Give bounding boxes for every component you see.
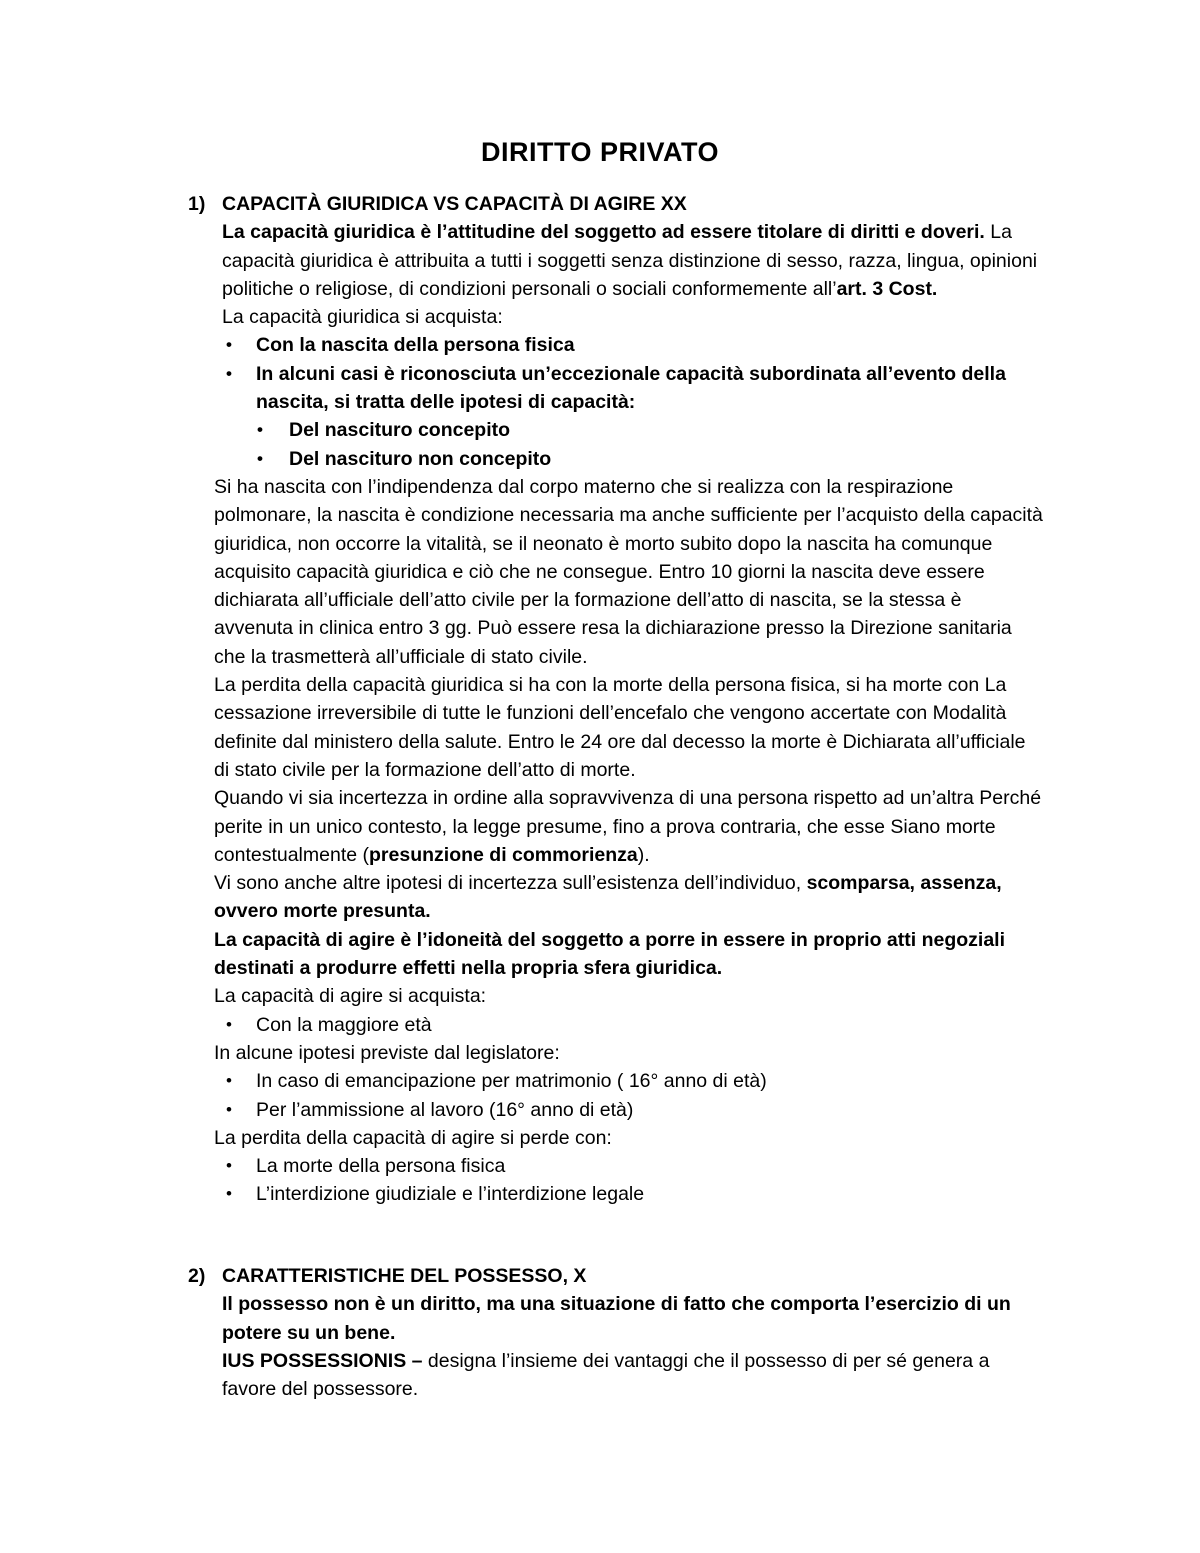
list-item: • Del nascituro concepito <box>0 416 989 444</box>
perdita-intro: La perdita della capacità di agire si perde con: <box>214 1126 612 1149</box>
section-number: 2) <box>188 1265 206 1287</box>
agire-definition: La capacità di agire è l’idoneità del soggetto a porre in essere in proprio atti negoziali destinati a produrre effetti nella propria sfera giuridica. <box>214 928 1006 980</box>
section-capacita <box>0 190 1200 1209</box>
commorienza-close: ). <box>637 843 650 866</box>
commorienza-term: presunzione di commorienza <box>369 843 638 866</box>
list-item: • Del nascituro non concepito <box>0 445 989 473</box>
section-heading <box>0 1262 1200 1290</box>
list-item: • L’interdizione giudiziale e l’interdizione legale <box>0 1180 1016 1208</box>
agire-intro: La capacità di agire si acquista: <box>214 985 487 1008</box>
ius-paragraph <box>0 1347 1042 1404</box>
acquire-intro: La capacità giuridica si acquista: <box>222 306 503 329</box>
ipotesi-intro: In alcune ipotesi previste dal legislatore: <box>214 1041 560 1064</box>
page-title: DIRITTO PRIVATO <box>480 137 719 167</box>
possesso-definition: Il possesso non è un diritto, ma una situazione di fatto che comporta l’esercizio di un potere su un bene. <box>222 1293 1011 1344</box>
list-item: • In alcuni casi è riconosciuta un’eccezionale capacità subordinata all’evento della nascita, si tratta delle ipotesi di capacità: <box>0 360 1016 417</box>
loss-paragraph: La perdita della capacità giuridica si ha con la morte della persona fisica, si ha morte con La cessazione irreversibile di tutte le funzioni dell’encefalo che vengono accertate con Modalità definite dal ministero della salute. Entro le 24 ore dal decesso la morte è Dichiarata all’ufficiale di stato civile per la formazione dell’atto di morte. <box>214 674 1026 781</box>
nascituro-sublist <box>0 416 1200 473</box>
list-item: • Con la nascita della persona fisica <box>0 331 1016 359</box>
list-item: • Con la maggiore età <box>0 1011 1016 1039</box>
definition-text: La capacità giuridica è attribuita a tutti i soggetti senza distinzione di sesso, razza, lingua, opinioni politiche o religiose, di condizioni personali o sociali conformemente all’ <box>222 221 1038 300</box>
uncertainty-paragraph <box>0 869 1044 926</box>
agire-list <box>0 1011 1200 1039</box>
uncertainty-terms: scomparsa, assenza, ovvero morte presunta. <box>214 872 1002 923</box>
definition-bold: La capacità giuridica è l’attitudine del soggetto ad essere titolare di diritti e doveri. <box>222 221 985 244</box>
list-item: • In caso di emancipazione per matrimonio ( 16° anno di età) <box>0 1067 1016 1095</box>
birth-paragraph: Si ha nascita con l’indipendenza dal corpo materno che si realizza con la respirazione polmonare, la nascita è condizione necessaria ma anche sufficiente per l’acquisto della capacità giuridica, non occorre la vitalità, se il neonato è morto subito dopo la nascita ha comunque acquisito capacità giuridica e ciò che ne consegue. Entro 10 giorni la nascita deve essere dichiarata all’ufficiale dell’atto civile per la formazione dell’atto di nascita, se la stessa è avvenuta in clinica entro 3 gg. Può essere resa la dichiarazione presso la Direzione sanitaria che la trasmetterà all’ufficiale di stato civile. <box>214 475 1043 668</box>
acquire-list <box>0 331 1200 416</box>
section-number: 1) <box>188 193 206 215</box>
ipotesi-list <box>0 1067 1200 1124</box>
section-heading-text: CAPACITÀ GIURIDICA VS CAPACITÀ DI AGIRE XX <box>222 193 687 215</box>
section-heading-text: CARATTERISTICHE DEL POSSESSO, X <box>222 1265 587 1287</box>
section-heading <box>0 190 1200 218</box>
definition-paragraph <box>0 218 1042 303</box>
list-item: • Per l’ammissione al lavoro (16° anno di età) <box>0 1096 1016 1124</box>
list-item: • La morte della persona fisica <box>0 1152 1016 1180</box>
commorienza-text: Quando vi sia incertezza in ordine alla sopravvivenza di una persona rispetto ad un’altra Perché perite in un unico contesto, la legge presume, fino a prova contraria, che esse Siano morte contestualmente ( <box>214 787 1042 866</box>
ius-text: designa l’insieme dei vantaggi che il possesso di per sé genera a favore del possessore. <box>222 1349 990 1401</box>
perdita-list <box>0 1152 1200 1209</box>
constitution-reference: art. 3 Cost. <box>836 277 938 300</box>
commorienza-paragraph <box>0 784 1044 869</box>
ius-label: IUS POSSESSIONIS – <box>222 1349 423 1372</box>
section-possesso <box>0 1262 1200 1403</box>
uncertainty-text: Vi sono anche altre ipotesi di incertezza sull’esistenza dell’individuo, <box>214 872 807 895</box>
